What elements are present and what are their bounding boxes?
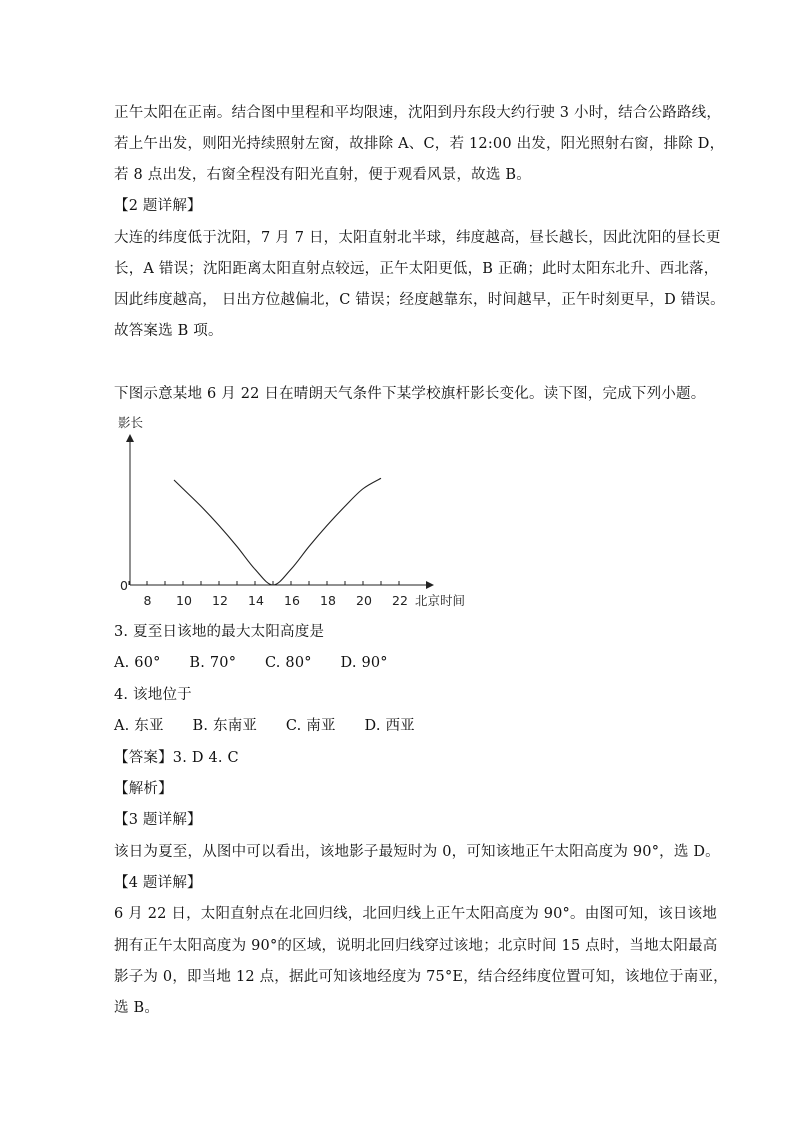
text-line: 若上午出发，则阳光持续照射左窗，故排除 A、C，若 12:00 出发，阳光照射右窗，排除 D， xyxy=(114,136,725,152)
question-3-choices xyxy=(114,653,412,673)
text-line: 拥有正午太阳高度为 90°的区域，说明北回归线穿过该地；北京时间 15 点时，当地太阳最高 xyxy=(114,938,718,954)
text-line: 长，A 错误；沈阳距离太阳直射点较远，正午太阳更低，B 正确；此时太阳东北升、西北落， xyxy=(114,261,719,277)
text-line: 因此纬度越高， 日出方位越偏北，C 错误；经度越靠东，时间越早，正午时刻更早，D 错误。 xyxy=(114,292,725,308)
question-4-choices xyxy=(114,716,439,736)
shadow-length-chart xyxy=(110,408,490,610)
x-tick-label: 12 xyxy=(212,593,228,608)
question-4-stem: 4. 该地位于 xyxy=(114,687,192,703)
y-axis-label: 影长 xyxy=(118,415,144,430)
choice-d: D. 西亚 xyxy=(364,718,415,734)
text-line: 选 B。 xyxy=(114,1000,160,1016)
text-line: 6 月 22 日，太阳直射点在北回归线，北回归线上正午太阳高度为 90°。由图可知，该日该地 xyxy=(114,906,718,922)
analysis-heading: 【解析】 xyxy=(114,781,173,797)
choice-c: C. 80° xyxy=(265,655,312,671)
text-line: 若 8 点出发，右窗全程没有阳光直射，便于观看风景，故选 B。 xyxy=(114,167,531,183)
text-line: 影子为 0，即当地 12 点，据此可知该地经度为 75°E，结合经纬度位置可知，该地位于南亚， xyxy=(114,969,728,985)
x-tick-label: 16 xyxy=(284,593,300,608)
choice-c: C. 南亚 xyxy=(285,718,336,734)
y-origin-label: 0 xyxy=(120,578,128,593)
text-line: 该日为夏至，从图中可以看出，该地影子最短时为 0，可知该地正午太阳高度为 90°，选 D。 xyxy=(114,844,720,860)
figure-intro: 下图示意某地 6 月 22 日在晴朗天气条件下某学校旗杆影长变化。读下图，完成下列小题。 xyxy=(114,386,706,402)
shadow-length-curve xyxy=(174,478,381,585)
choice-a: A. 60° xyxy=(114,655,161,671)
answer-line: 【答案】3. D 4. C xyxy=(114,750,239,766)
text-line: 正午太阳在正南。结合图中里程和平均限速，沈阳到丹东段大约行驶 3 小时，结合公路路线， xyxy=(114,105,722,121)
x-tick-label: 22 xyxy=(392,593,408,608)
text-line: 故答案选 B 项。 xyxy=(114,323,223,339)
x-tick-label: 10 xyxy=(176,593,192,608)
x-tick-label: 20 xyxy=(356,593,372,608)
text-line: 大连的纬度低于沈阳，7 月 7 日，太阳直射北半球，纬度越高，昼长越长，因此沈阳的昼长更 xyxy=(114,230,721,246)
x-axis-label: 北京时间 xyxy=(415,593,466,608)
x-tick-label: 8 xyxy=(143,593,152,608)
section-heading: 【4 题详解】 xyxy=(114,875,202,891)
x-tick-label: 18 xyxy=(320,593,336,608)
x-tick-label: 14 xyxy=(248,593,264,608)
choice-d: D. 90° xyxy=(340,655,388,671)
choice-b: B. 东南亚 xyxy=(192,718,258,734)
choice-a: A. 东亚 xyxy=(114,718,164,734)
section-heading: 【3 题详解】 xyxy=(114,812,202,828)
section-heading: 【2 题详解】 xyxy=(114,198,202,214)
question-3-stem: 3. 夏至日该地的最大太阳高度是 xyxy=(114,624,325,640)
choice-b: B. 70° xyxy=(189,655,237,671)
